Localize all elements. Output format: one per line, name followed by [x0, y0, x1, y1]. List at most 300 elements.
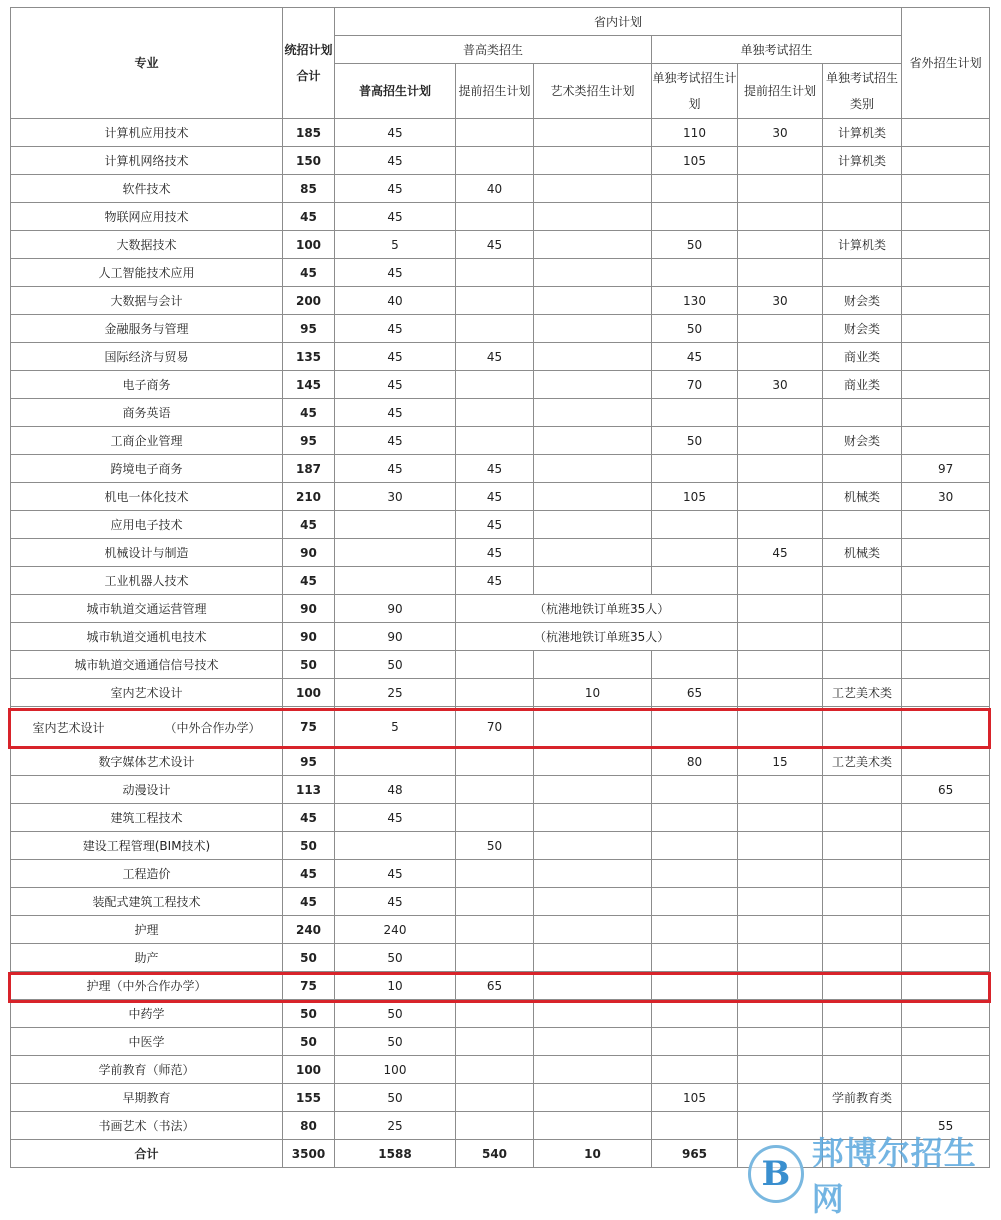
category-cell — [823, 567, 902, 595]
single-plan-cell: 65 — [652, 679, 738, 707]
gen-plan-cell: 45 — [335, 259, 456, 287]
table-row — [11, 1056, 990, 1084]
major-cell: 装配式建筑工程技术 — [11, 888, 283, 916]
table-row — [11, 343, 990, 371]
gen-plan-cell: 45 — [335, 175, 456, 203]
early-plan-cell: 45 — [456, 539, 534, 567]
total-cell: 45 — [283, 259, 335, 287]
order-class-note: （杭港地铁订单班35人） — [456, 595, 738, 623]
total-cell: 185 — [283, 119, 335, 147]
header-total: 统招计划合计 — [283, 8, 335, 119]
category-cell — [823, 1056, 902, 1084]
category-cell: 机械类 — [823, 539, 902, 567]
gen-plan-cell — [335, 832, 456, 860]
header-single-exam: 单独考试招生 — [652, 36, 902, 64]
single-plan-cell — [652, 455, 738, 483]
early-plan-cell: 45 — [456, 567, 534, 595]
single-early-cell — [738, 860, 823, 888]
single-early-cell — [738, 1028, 823, 1056]
major-cell: 工业机器人技术 — [11, 567, 283, 595]
category-cell: 计算机类 — [823, 231, 902, 259]
early-plan-cell: 45 — [456, 343, 534, 371]
category-cell: 工艺美术类 — [823, 748, 902, 776]
single-early-cell — [738, 203, 823, 231]
single-plan-cell: 105 — [652, 483, 738, 511]
single-plan-cell — [652, 832, 738, 860]
table-row — [11, 455, 990, 483]
highlight-interior-coop — [8, 708, 991, 749]
major-cell: 护理（中外合作办学） — [11, 972, 283, 1000]
category-cell — [823, 623, 902, 651]
single-early-cell — [738, 483, 823, 511]
major-cell: 人工智能技术应用 — [11, 259, 283, 287]
totals-label: 合计 — [11, 1140, 283, 1168]
early-plan-cell — [456, 888, 534, 916]
category-cell — [823, 776, 902, 804]
out-province-cell — [902, 804, 990, 832]
table-row — [11, 1084, 990, 1112]
early-plan-cell — [456, 1112, 534, 1140]
art-plan-cell — [534, 567, 652, 595]
category-cell: 商业类 — [823, 343, 902, 371]
table-row — [11, 1000, 990, 1028]
table-row — [11, 860, 990, 888]
table-row — [11, 623, 990, 651]
out-province-cell — [902, 860, 990, 888]
total-cell: 45 — [283, 888, 335, 916]
single-early-cell — [738, 832, 823, 860]
single-plan-cell — [652, 1056, 738, 1084]
out-province-cell — [902, 1084, 990, 1112]
gen-plan-cell: 25 — [335, 679, 456, 707]
gen-plan-cell — [335, 567, 456, 595]
art-plan-cell — [534, 804, 652, 832]
table-row — [11, 371, 990, 399]
gen-plan-cell: 90 — [335, 623, 456, 651]
single-early-cell — [738, 1056, 823, 1084]
art-plan-cell — [534, 1000, 652, 1028]
gen-plan-cell: 50 — [335, 1028, 456, 1056]
out-province-cell — [902, 651, 990, 679]
single-early-cell — [738, 399, 823, 427]
major-cell: 物联网应用技术 — [11, 203, 283, 231]
art-plan-cell — [534, 343, 652, 371]
single-early-cell: 15 — [738, 748, 823, 776]
major-cell: 动漫设计 — [11, 776, 283, 804]
table-row — [11, 595, 990, 623]
single-early-cell — [738, 651, 823, 679]
gen-plan-cell — [335, 748, 456, 776]
major-cell: 国际经济与贸易 — [11, 343, 283, 371]
total-cell: 187 — [283, 455, 335, 483]
single-early-cell — [738, 315, 823, 343]
single-plan-cell: 50 — [652, 231, 738, 259]
table-row — [11, 944, 990, 972]
art-plan-cell — [534, 944, 652, 972]
early-plan-cell — [456, 119, 534, 147]
single-plan-cell — [652, 1028, 738, 1056]
gen-plan-cell: 48 — [335, 776, 456, 804]
single-early-cell — [738, 343, 823, 371]
art-plan-cell — [534, 832, 652, 860]
major-cell: 电子商务 — [11, 371, 283, 399]
category-cell — [823, 888, 902, 916]
gen-plan-cell: 45 — [335, 860, 456, 888]
table-row — [11, 483, 990, 511]
single-plan-cell — [652, 399, 738, 427]
gen-plan-cell: 5 — [335, 231, 456, 259]
total-cell: 45 — [283, 804, 335, 832]
single-early-cell: 30 — [738, 371, 823, 399]
gen-plan-cell: 30 — [335, 483, 456, 511]
out-province-cell — [902, 371, 990, 399]
category-cell: 学前教育类 — [823, 1084, 902, 1112]
total-cell: 100 — [283, 1056, 335, 1084]
early-plan-cell — [456, 399, 534, 427]
single-early-cell — [738, 888, 823, 916]
out-province-cell — [902, 1000, 990, 1028]
total-cell: 100 — [283, 231, 335, 259]
table-row — [11, 832, 990, 860]
total-cell: 95 — [283, 748, 335, 776]
out-province-cell — [902, 119, 990, 147]
out-province-cell — [902, 315, 990, 343]
header-early-plan: 提前招生计划 — [456, 64, 534, 119]
gen-plan-cell: 50 — [335, 651, 456, 679]
art-plan-cell — [534, 259, 652, 287]
gen-plan-cell: 45 — [335, 371, 456, 399]
table-row — [11, 888, 990, 916]
single-plan-cell — [652, 1112, 738, 1140]
early-plan-cell: 45 — [456, 231, 534, 259]
header-major: 专业 — [11, 8, 283, 119]
out-province-cell — [902, 1028, 990, 1056]
category-cell: 财会类 — [823, 287, 902, 315]
major-cell: 书画艺术（书法） — [11, 1112, 283, 1140]
total-cell: 90 — [283, 539, 335, 567]
single-early-cell — [738, 567, 823, 595]
early-plan-cell: 70 — [456, 707, 534, 748]
total-cell: 45 — [283, 567, 335, 595]
major-cell: 大数据技术 — [11, 231, 283, 259]
table-row — [11, 511, 990, 539]
gen-plan-cell: 50 — [335, 944, 456, 972]
total-cell: 200 — [283, 287, 335, 315]
gen-plan-cell: 10 — [335, 972, 456, 1000]
major-cell: 学前教育（师范） — [11, 1056, 283, 1084]
total-cell: 155 — [283, 1084, 335, 1112]
out-province-cell: 55 — [902, 1112, 990, 1140]
single-early-cell — [738, 804, 823, 832]
single-plan-cell — [652, 776, 738, 804]
art-plan-cell — [534, 455, 652, 483]
major-cell: 城市轨道交通机电技术 — [11, 623, 283, 651]
out-province-cell — [902, 916, 990, 944]
table-row — [11, 567, 990, 595]
category-cell: 机械类 — [823, 483, 902, 511]
art-plan-cell — [534, 203, 652, 231]
early-plan-cell — [456, 1000, 534, 1028]
header-single-plan: 单独考试招生计划 — [652, 64, 738, 119]
category-cell — [823, 804, 902, 832]
order-class-note: （杭港地铁订单班35人） — [456, 623, 738, 651]
totals-gen-plan: 1588 — [335, 1140, 456, 1168]
major-cell: 城市轨道交通运营管理 — [11, 595, 283, 623]
single-early-cell — [738, 427, 823, 455]
table-row — [11, 427, 990, 455]
gen-plan-cell: 45 — [335, 203, 456, 231]
category-cell — [823, 203, 902, 231]
art-plan-cell — [534, 315, 652, 343]
total-cell: 100 — [283, 679, 335, 707]
totals-total: 3500 — [283, 1140, 335, 1168]
category-cell: 商业类 — [823, 371, 902, 399]
single-plan-cell — [652, 860, 738, 888]
early-plan-cell: 65 — [456, 972, 534, 1000]
major-cell: 应用电子技术 — [11, 511, 283, 539]
table-row — [11, 147, 990, 175]
major-cell: 机械设计与制造 — [11, 539, 283, 567]
single-early-cell: 45 — [738, 539, 823, 567]
single-plan-cell: 50 — [652, 427, 738, 455]
category-cell — [823, 860, 902, 888]
table-row — [11, 776, 990, 804]
category-cell — [823, 651, 902, 679]
gen-plan-cell — [335, 511, 456, 539]
single-plan-cell — [652, 511, 738, 539]
table-row — [11, 259, 990, 287]
single-plan-cell: 50 — [652, 315, 738, 343]
major-cell: 商务英语 — [11, 399, 283, 427]
table-row — [11, 315, 990, 343]
early-plan-cell — [456, 860, 534, 888]
gen-plan-cell: 45 — [335, 343, 456, 371]
gen-plan-cell: 25 — [335, 1112, 456, 1140]
total-cell: 90 — [283, 623, 335, 651]
out-province-cell: 65 — [902, 776, 990, 804]
out-province-cell — [902, 399, 990, 427]
out-province-cell — [902, 147, 990, 175]
major-cell: 数字媒体艺术设计 — [11, 748, 283, 776]
out-province-cell — [902, 623, 990, 651]
table-row — [11, 804, 990, 832]
major-cell: 室内艺术设计 — [11, 679, 283, 707]
gen-plan-cell: 90 — [335, 595, 456, 623]
early-plan-cell — [456, 1056, 534, 1084]
single-plan-cell — [652, 567, 738, 595]
total-cell: 240 — [283, 916, 335, 944]
total-cell: 95 — [283, 427, 335, 455]
header-in-province: 省内计划 — [335, 8, 902, 36]
early-plan-cell: 50 — [456, 832, 534, 860]
header-general: 普高类招生 — [335, 36, 652, 64]
early-plan-cell — [456, 944, 534, 972]
table-row — [11, 203, 990, 231]
single-early-cell — [738, 776, 823, 804]
single-early-cell — [738, 455, 823, 483]
single-plan-cell — [652, 888, 738, 916]
art-plan-cell — [534, 1028, 652, 1056]
major-cell: 计算机网络技术 — [11, 147, 283, 175]
total-cell: 150 — [283, 147, 335, 175]
early-plan-cell: 45 — [456, 511, 534, 539]
single-early-cell — [738, 1084, 823, 1112]
table-row — [11, 539, 990, 567]
single-plan-cell: 70 — [652, 371, 738, 399]
category-cell — [823, 595, 902, 623]
watermark-text: 邦博尔招生网 — [811, 1134, 977, 1218]
early-plan-cell — [456, 371, 534, 399]
category-cell: 财会类 — [823, 427, 902, 455]
watermark-logo: B — [748, 1145, 804, 1203]
gen-plan-cell: 45 — [335, 455, 456, 483]
header-single-category: 单独考试招生类别 — [823, 64, 902, 119]
early-plan-cell: 45 — [456, 483, 534, 511]
out-province-cell — [902, 888, 990, 916]
total-cell: 80 — [283, 1112, 335, 1140]
major-cell: 工程造价 — [11, 860, 283, 888]
gen-plan-cell: 45 — [335, 888, 456, 916]
table-row — [11, 679, 990, 707]
early-plan-cell — [456, 804, 534, 832]
major-cell: 中医学 — [11, 1028, 283, 1056]
major-cell: 建筑工程技术 — [11, 804, 283, 832]
art-plan-cell — [534, 147, 652, 175]
art-plan-cell — [534, 916, 652, 944]
single-plan-cell — [652, 944, 738, 972]
table-row — [11, 1028, 990, 1056]
early-plan-cell — [456, 315, 534, 343]
gen-plan-cell: 50 — [335, 1084, 456, 1112]
category-cell: 计算机类 — [823, 147, 902, 175]
total-cell: 145 — [283, 371, 335, 399]
art-plan-cell — [534, 1112, 652, 1140]
single-early-cell — [738, 623, 823, 651]
total-cell: 95 — [283, 315, 335, 343]
total-cell: 113 — [283, 776, 335, 804]
art-plan-cell: 10 — [534, 679, 652, 707]
art-plan-cell — [534, 748, 652, 776]
major-cell: 中药学 — [11, 1000, 283, 1028]
single-plan-cell — [652, 203, 738, 231]
category-cell — [823, 259, 902, 287]
art-plan-cell — [534, 888, 652, 916]
category-cell — [823, 1000, 902, 1028]
category-cell — [823, 916, 902, 944]
table-row — [11, 119, 990, 147]
major-cell: 助产 — [11, 944, 283, 972]
category-cell — [823, 175, 902, 203]
totals-early-plan: 540 — [456, 1140, 534, 1168]
category-cell — [823, 511, 902, 539]
totals-single-plan: 965 — [652, 1140, 738, 1168]
single-early-cell — [738, 147, 823, 175]
single-plan-cell: 110 — [652, 119, 738, 147]
category-cell — [823, 944, 902, 972]
major-cell: 跨境电子商务 — [11, 455, 283, 483]
out-province-cell — [902, 539, 990, 567]
out-province-cell — [902, 1056, 990, 1084]
out-province-cell — [902, 944, 990, 972]
category-cell: 财会类 — [823, 315, 902, 343]
out-province-cell — [902, 231, 990, 259]
single-early-cell — [738, 944, 823, 972]
major-cell: 工商企业管理 — [11, 427, 283, 455]
total-cell: 45 — [283, 860, 335, 888]
out-province-cell — [902, 175, 990, 203]
category-cell — [823, 399, 902, 427]
header-out-province: 省外招生计划 — [902, 8, 990, 119]
gen-plan-cell: 100 — [335, 1056, 456, 1084]
major-cell: 建设工程管理(BIM技术) — [11, 832, 283, 860]
art-plan-cell — [534, 539, 652, 567]
total-cell: 50 — [283, 832, 335, 860]
early-plan-cell — [456, 287, 534, 315]
early-plan-cell — [456, 748, 534, 776]
total-cell: 45 — [283, 511, 335, 539]
early-plan-cell — [456, 916, 534, 944]
early-plan-cell: 40 — [456, 175, 534, 203]
total-cell: 45 — [283, 399, 335, 427]
single-early-cell: 30 — [738, 287, 823, 315]
category-cell — [823, 832, 902, 860]
early-plan-cell — [456, 1028, 534, 1056]
category-cell: 工艺美术类 — [823, 679, 902, 707]
single-early-cell — [738, 511, 823, 539]
art-plan-cell — [534, 399, 652, 427]
major-cell: 护理 — [11, 916, 283, 944]
single-plan-cell — [652, 1000, 738, 1028]
total-cell: 45 — [283, 203, 335, 231]
gen-plan-cell: 40 — [335, 287, 456, 315]
out-province-cell — [902, 595, 990, 623]
art-plan-cell — [534, 1056, 652, 1084]
table-row — [11, 175, 990, 203]
out-province-cell — [902, 203, 990, 231]
table-row — [11, 916, 990, 944]
out-province-cell: 97 — [902, 455, 990, 483]
art-plan-cell — [534, 860, 652, 888]
category-cell — [823, 1028, 902, 1056]
art-plan-cell — [534, 231, 652, 259]
table-row — [11, 287, 990, 315]
header-single-early: 提前招生计划 — [738, 64, 823, 119]
art-plan-cell — [534, 427, 652, 455]
gen-plan-cell: 240 — [335, 916, 456, 944]
gen-plan-cell: 50 — [335, 1000, 456, 1028]
early-plan-cell: 45 — [456, 455, 534, 483]
early-plan-cell — [456, 776, 534, 804]
early-plan-cell — [456, 651, 534, 679]
table-row — [11, 231, 990, 259]
header-gen-plan: 普高招生计划 — [335, 64, 456, 119]
out-province-cell — [902, 427, 990, 455]
major-cell: 城市轨道交通通信信号技术 — [11, 651, 283, 679]
single-plan-cell: 105 — [652, 1084, 738, 1112]
major-cell: 计算机应用技术 — [11, 119, 283, 147]
out-province-cell — [902, 343, 990, 371]
art-plan-cell — [534, 119, 652, 147]
major-name: 室内艺术设计 — [32, 720, 105, 735]
out-province-cell — [902, 287, 990, 315]
gen-plan-cell — [335, 539, 456, 567]
early-plan-cell — [456, 1084, 534, 1112]
major-cell: 金融服务与管理 — [11, 315, 283, 343]
art-plan-cell — [534, 371, 652, 399]
art-plan-cell — [534, 483, 652, 511]
art-plan-cell — [534, 511, 652, 539]
single-plan-cell: 130 — [652, 287, 738, 315]
